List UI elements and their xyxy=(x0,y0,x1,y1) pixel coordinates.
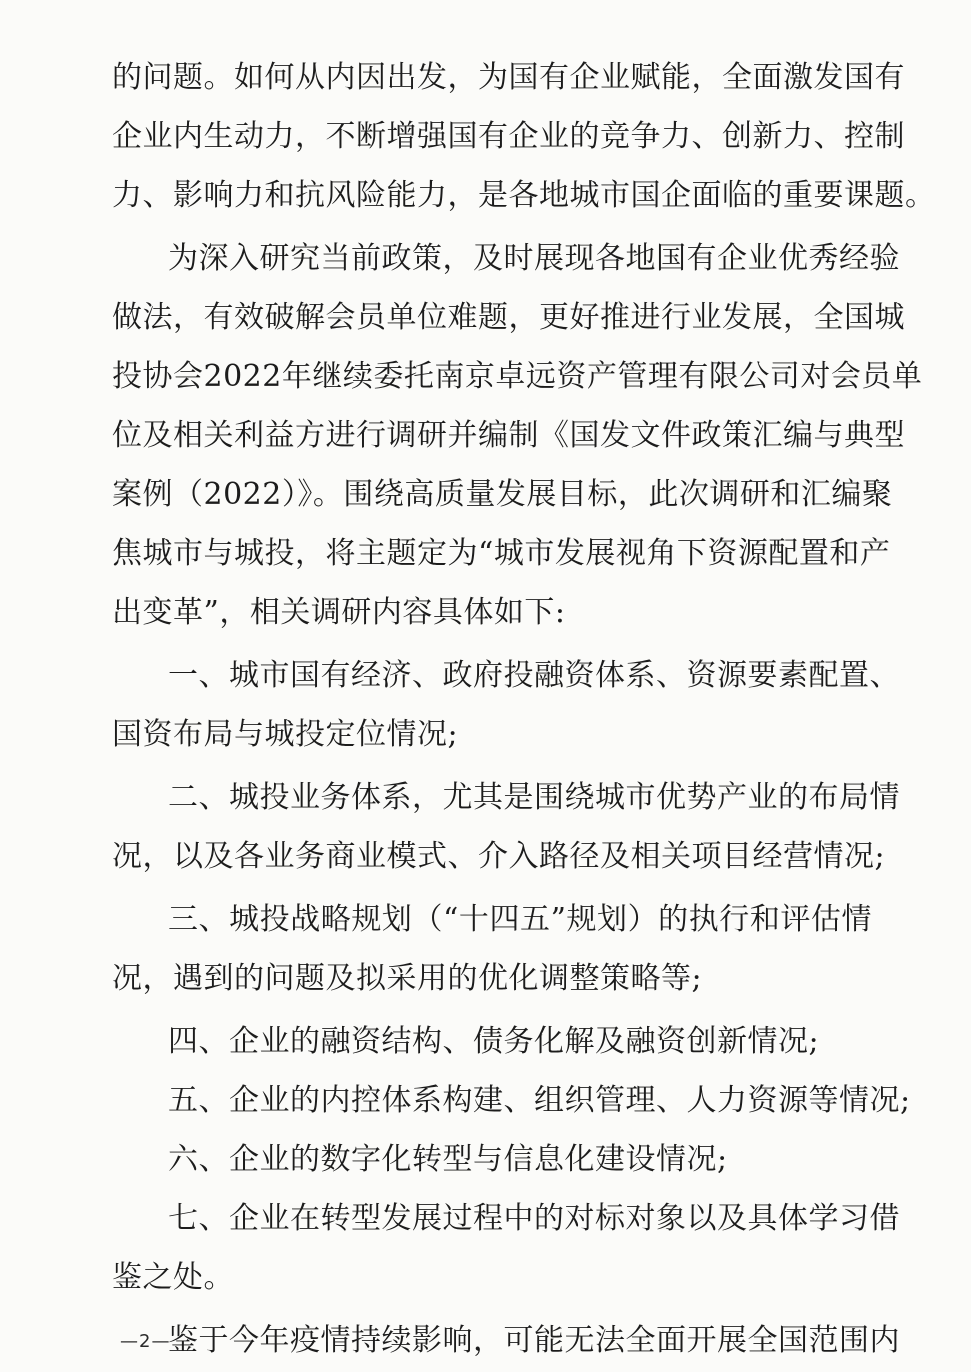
text-line: 二、城投业务体系，尤其是围绕城市优势产业的布局情 xyxy=(168,780,900,815)
text-line: 的问题。如何从内因出发，为国有企业赋能，全面激发国有 xyxy=(112,60,905,95)
text-line: 焦城市与城投，将主题定为“城市发展视角下资源配置和产 xyxy=(112,536,891,571)
text-line: 位及相关利益方进行调研并编制《国发文件政策汇编与典型 xyxy=(112,418,905,453)
text-line: 六、企业的数字化转型与信息化建设情况; xyxy=(168,1142,728,1177)
text-line: 做法，有效破解会员单位难题，更好推进行业发展，全国城 xyxy=(112,300,905,335)
text-line: 企业内生动力，不断增强国有企业的竞争力、创新力、控制 xyxy=(112,119,905,154)
text-line: 国资布局与城投定位情况; xyxy=(112,717,459,752)
text-line: 三、城投战略规划（“十四五”规划）的执行和评估情 xyxy=(168,902,872,937)
text-line: 一、城市国有经济、政府投融资体系、资源要素配置、 xyxy=(168,658,900,693)
text-line: 为深入研究当前政策，及时展现各地国有企业优秀经验 xyxy=(168,241,900,276)
text-line: 力、影响力和抗风险能力，是各地城市国企面临的重要课题。 xyxy=(112,178,936,213)
text-line: 投协会2022年继续委托南京卓远资产管理有限公司对会员单 xyxy=(112,359,923,394)
page-number: —2— xyxy=(120,1331,171,1352)
text-line: 鉴之处。 xyxy=(112,1260,234,1295)
text-line: 案例（2022）》。围绕高质量发展目标，此次调研和汇编聚 xyxy=(112,477,893,512)
text-line: 鉴于今年疫情持续影响，可能无法全面开展全国范围内 xyxy=(168,1323,900,1358)
text-line: 五、企业的内控体系构建、组织管理、人力资源等情况; xyxy=(168,1083,911,1118)
text-line: 况，以及各业务商业模式、介入路径及相关项目经营情况; xyxy=(112,839,886,874)
text-line: 出变革”，相关调研内容具体如下: xyxy=(112,595,566,630)
text-line: 况，遇到的问题及拟采用的优化调整策略等; xyxy=(112,961,703,996)
text-line: 四、企业的融资结构、债务化解及融资创新情况; xyxy=(168,1024,820,1059)
text-line: 七、企业在转型发展过程中的对标对象以及具体学习借 xyxy=(168,1201,900,1236)
